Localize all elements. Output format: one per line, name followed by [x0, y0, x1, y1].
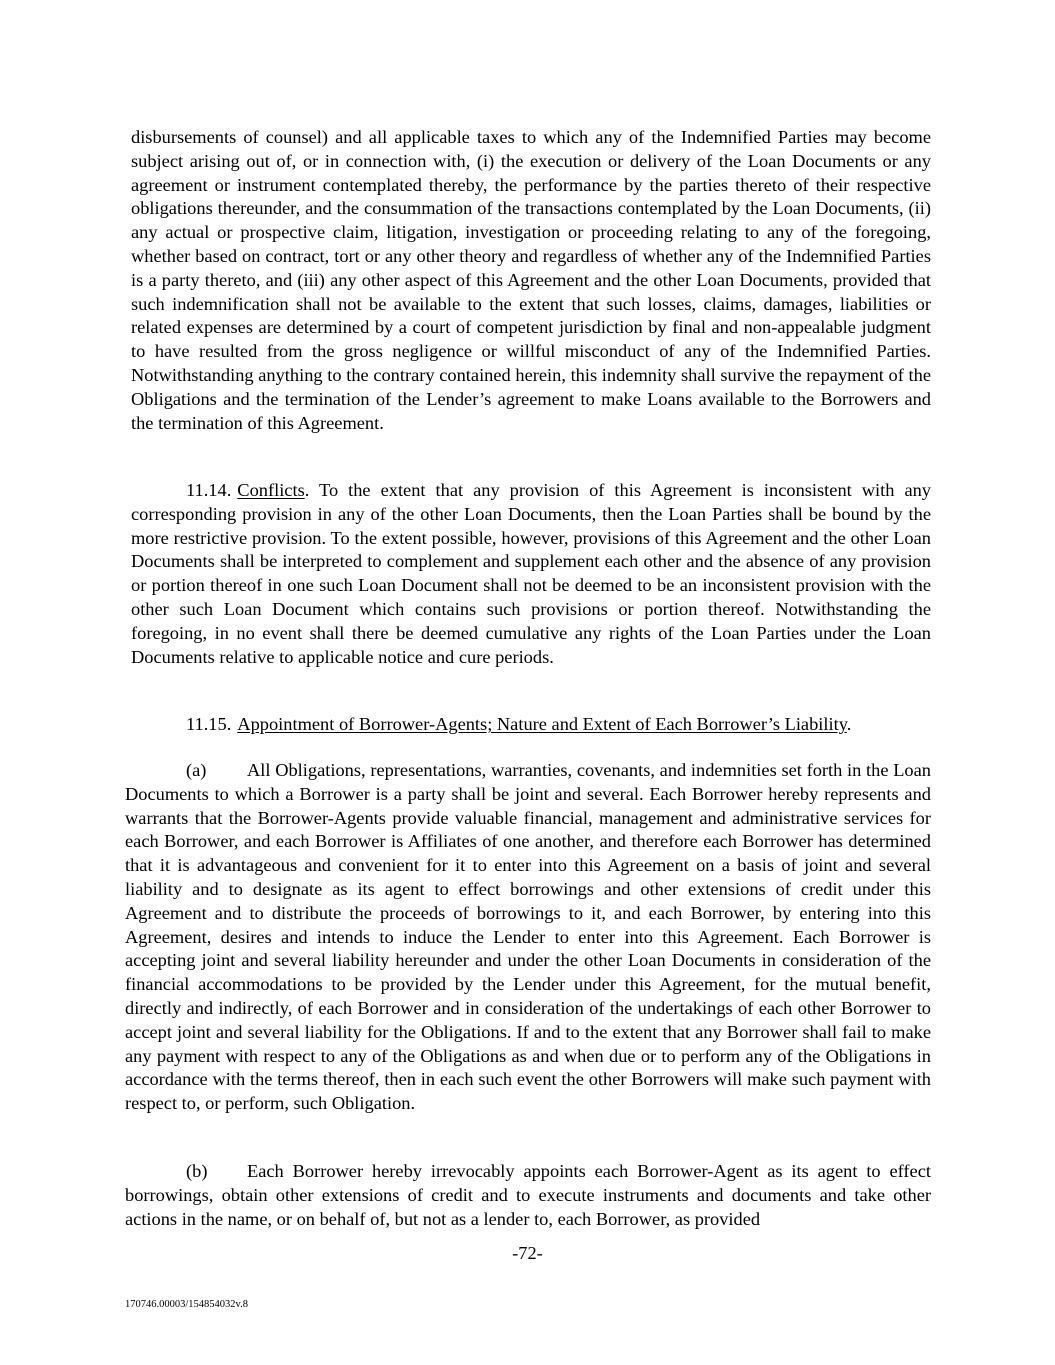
subsection-a-body: All Obligations, representations, warranties, covenants, and indemnities set forth in the Loan Documents to which a Borrower is a party shall be joint and several. Each Borrower hereby represents and warrants that the Borrower-Agents provide valuable financial, management and administrative services for each Borrower, and each Borrower is Affiliates of one another, and therefore each Borrower has determined that it is advantageous and convenient for it to enter into this Agreement on a basis of joint and several liability and to designate as its agent to effect borrowings and other extensions of credit under this Agreement and to distribute the proceeds of borrowings to it, and each Borrower, by entering into this Agreement, desires and intends to induce the Lender to enter into this Agreement. Each Borrower is accepting joint and several liability hereunder and under the other Loan Documents in consideration of the financial accommodations to be provided by the Lender under this Agreement, for the mutual benefit, directly and indirectly, of each Borrower and in consideration of the undertakings of each other Borrower to accept joint and several liability for the Obligations. If and to the extent that any Borrower shall fail to make any payment with respect to any of the Obligations as and when due or to perform any of the Obligations in accordance with the terms thereof, then in each such event the other Borrowers will make such payment with respect to, or perform, such Obligation.	[125, 760, 931, 1114]
section-11-14-paragraph	[131, 479, 931, 669]
page-number: -72-	[512, 1243, 543, 1263]
indemnification-continuation-paragraph: disbursements of counsel) and all applicable taxes to which any of the Indemnified Parties may become subject arising out of, or in connection with, (i) the execution or delivery of the Loan Documents or any agreement or instrument contemplated thereby, the performance by the parties thereto of their respective obligations thereunder, and the consummation of the transactions contemplated by the Loan Documents, (ii) any actual or prospective claim, litigation, investigation or proceeding relating to any of the foregoing, whether based on contract, tort or any other theory and regardless of whether any of the Indemnified Parties is a party thereto, and (iii) any other aspect of this Agreement and the other Loan Documents, provided that such indemnification shall not be available to the extent that such losses, claims, damages, liabilities or related expenses are determined by a court of competent jurisdiction by final and non-appealable judgment to have resulted from the gross negligence or willful misconduct of any of the Indemnified Parties. Notwithstanding anything to the contrary contained herein, this indemnity shall survive the repayment of the Obligations and the termination of the Lender’s agreement to make Loans available to the Borrowers and the termination of this Agreement.	[131, 127, 931, 433]
section-11-14-body: . To the extent that any provision of this Agreement is inconsistent with any corresponding provision in any of the other Loan Documents, then the Loan Parties shall be bound by the more restrictive provision. To the extent possible, however, provisions of this Agreement and the other Loan Documents shall be interpreted to complement and supplement each other and the absence of any provision or portion thereof in one such Loan Document shall not be deemed to be an inconsistent provision with the other such Loan Document which contains such provisions or portion thereof. Notwithstanding the foregoing, in no event shall there be deemed cumulative any rights of the Loan Parties under the Loan Documents relative to applicable notice and cure periods.	[131, 480, 931, 667]
section-11-15-number: 11.15.	[186, 714, 232, 734]
section-11-15-period: .	[846, 714, 852, 734]
subsection-b-body: Each Borrower hereby irrevocably appoints each Borrower-Agent as its agent to effect borrowings, obtain other extensions of credit and to execute instruments and documents and take other actions in the name, or on behalf of, but not as a lender to, each Borrower, as provided	[125, 1161, 931, 1229]
subsection-a-label: (a)	[186, 760, 207, 780]
subsection-a-paragraph	[125, 759, 931, 1116]
subsection-b-paragraph	[125, 1160, 931, 1231]
document-id: 170746.00003/154854032v.8	[125, 1299, 248, 1310]
section-11-15-heading-line	[131, 713, 931, 737]
section-11-14-heading: Conflicts	[237, 480, 305, 500]
section-11-14-number: 11.14.	[186, 480, 232, 500]
section-11-15-heading: Appointment of Borrower-Agents; Nature and Extent of Each Borrower’s Liability	[237, 714, 847, 734]
subsection-b-label: (b)	[186, 1161, 208, 1181]
